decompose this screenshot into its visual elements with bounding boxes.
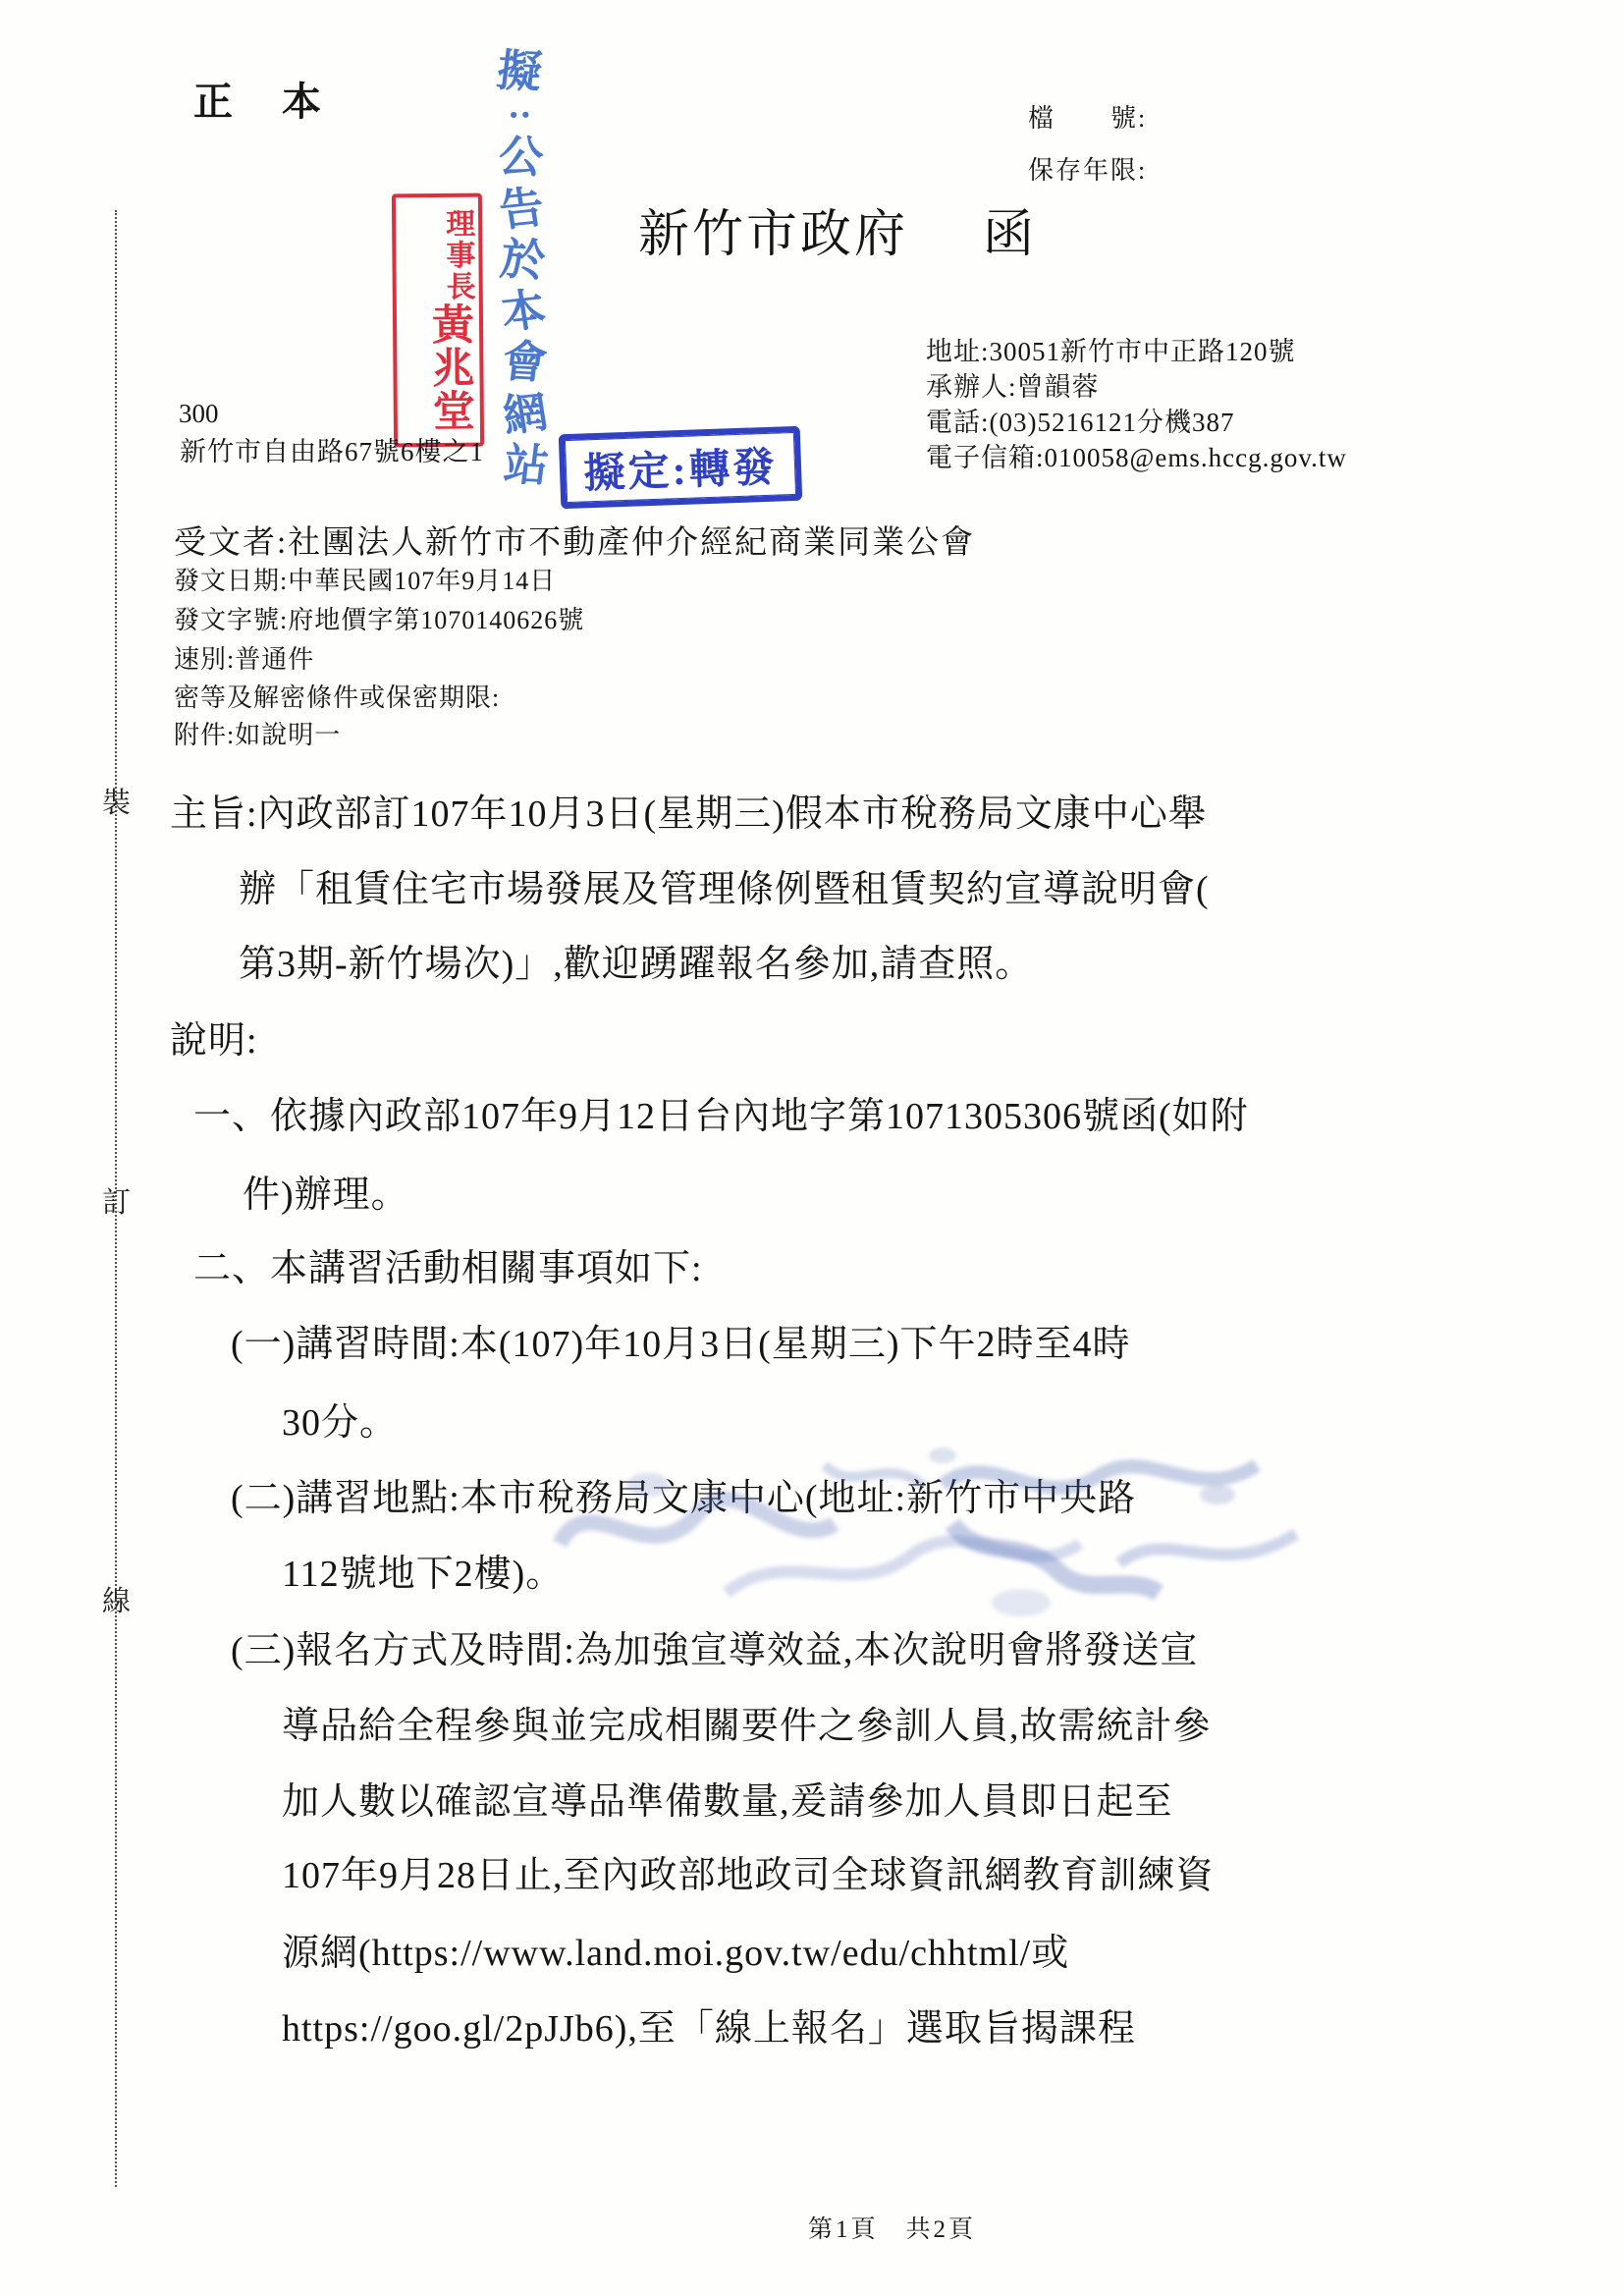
- ink-smudge: [530, 1426, 1335, 1632]
- body-line-subject-2: 辦「租賃住宅市場發展及管理條例暨租賃契約宣導說明會(: [239, 869, 1210, 910]
- margin-label-xian: 線: [102, 1586, 132, 1617]
- issue-date-line: 發文日期:中華民國107年9月14日: [174, 567, 557, 595]
- handwritten-char: 網: [500, 387, 552, 441]
- body-line-item2-2a: (二)講習地點:本市稅務局文康中心(地址:新竹市中央路: [231, 1478, 1137, 1519]
- margin-label-ding: 訂: [102, 1187, 132, 1219]
- body-line-item2-1b: 30分。: [282, 1402, 399, 1444]
- issuing-agency-name: 新竹市政府: [638, 207, 909, 263]
- handwritten-note-vertical: [489, 45, 558, 491]
- handwritten-char: 站: [502, 439, 553, 491]
- body-line-item2: 二、本講習活動相關事項如下:: [193, 1248, 703, 1289]
- body-line-item2-3f: https://goo.gl/2pJJb6),至「線上報名」選取旨揭課程: [282, 2008, 1136, 2050]
- chairman-seal-title: 理事長: [441, 207, 474, 302]
- body-line-item1-1: 一、依據內政部107年9月12日台內地字第1071305306號函(如附: [193, 1096, 1249, 1137]
- agency-contact-person: 承辦人:曾韻蓉: [926, 372, 1100, 402]
- handwritten-char: 會: [500, 337, 551, 389]
- retention-period-label: 保存年限:: [1028, 156, 1148, 185]
- body-line-subject-1: 主旨:內政部訂107年10月3日(星期三)假本市稅務局文康中心舉: [170, 793, 1207, 835]
- speed-line: 速別:普通件: [174, 645, 315, 674]
- handwritten-char: 擬: [495, 45, 546, 98]
- body-line-item2-3d: 107年9月28日止,至內政部地政司全球資訊網教育訓練資: [282, 1855, 1215, 1896]
- agency-contact-block: [926, 334, 1347, 475]
- page-footer: 第1頁 共2頁: [808, 2216, 977, 2243]
- agency-address: 地址:30051新竹市中正路120號: [926, 337, 1296, 366]
- handwritten-char: 告: [496, 182, 549, 236]
- agency-email: 電子信箱:010058@ems.hccg.gov.tw: [926, 443, 1347, 472]
- chairman-seal-stamp: [392, 193, 484, 448]
- handwritten-char: 於: [498, 234, 549, 286]
- document-type: 函: [983, 207, 1038, 263]
- body-line-item2-2b: 112號地下2樓)。: [282, 1554, 565, 1595]
- agency-phone: 電話:(03)5216121分機387: [926, 408, 1235, 437]
- doc-number-line: 發文字號:府地價字第1070140626號: [174, 606, 585, 634]
- body-line-explanation-header: 說明:: [170, 1020, 258, 1062]
- copy-type-label: 正本: [193, 80, 370, 124]
- handwritten-char: 公: [496, 132, 547, 184]
- body-line-item2-3b: 導品給全程參與並完成相關要件之參訓人員,故需統計參: [282, 1706, 1212, 1747]
- handwritten-char: 本: [498, 284, 550, 339]
- body-line-item1-2: 件)辦理。: [243, 1175, 409, 1216]
- handwritten-char: :: [502, 108, 544, 122]
- approval-stamp: 擬定:轉發: [559, 426, 803, 510]
- body-line-item2-3e: 源網(https://www.land.moi.gov.tw/edu/chhtml/或: [282, 1933, 1070, 1974]
- document-title: [638, 192, 1037, 266]
- body-line-item2-3c: 加人數以確認宣導品準備數量,爰請參加人員即日起至: [282, 1781, 1173, 1823]
- recipient-street-address: 新竹市自由路67號6樓之1: [180, 437, 484, 466]
- body-line-subject-3: 第3期-新竹場次)」,歡迎踴躍報名參加,請查照。: [239, 944, 1034, 985]
- attachment-line: 附件:如說明一: [174, 721, 342, 749]
- margin-label-zhuang: 裝: [102, 788, 132, 819]
- chairman-seal-name: 黃兆堂: [425, 301, 473, 433]
- body-line-item2-3a: (三)報名方式及時間:為加強宣導效益,本次說明會將發送宣: [231, 1630, 1199, 1671]
- body-line-item2-1a: (一)講習時間:本(107)年10月3日(星期三)下午2時至4時: [231, 1324, 1131, 1365]
- recipient-zip: 300: [179, 399, 219, 428]
- security-line: 密等及解密條件或保密期限:: [174, 683, 501, 712]
- recipient-line: 受文者:社團法人新竹市不動產仲介經紀商業同業公會: [174, 525, 976, 561]
- file-number-label: 檔 號:: [1028, 104, 1148, 133]
